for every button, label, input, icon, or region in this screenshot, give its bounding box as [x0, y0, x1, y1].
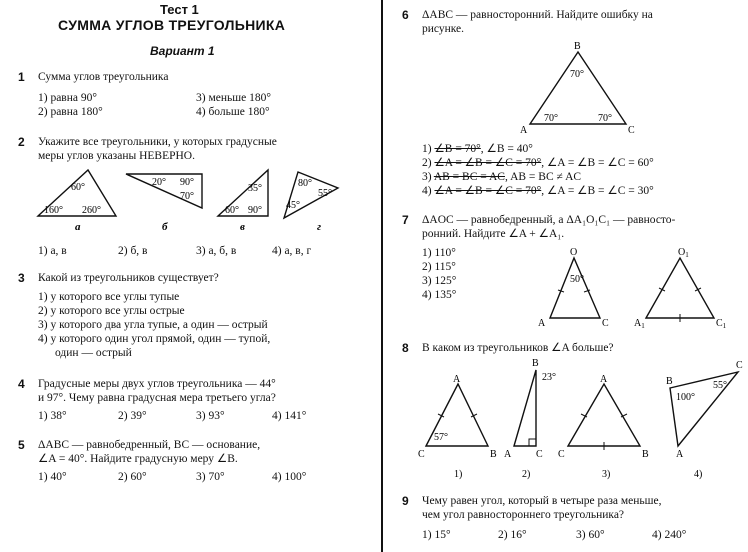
q5-option-2[interactable]: 2) 60°	[118, 471, 147, 483]
q8-3-vertex-b: B	[642, 449, 649, 460]
question-3-text: Какой из треугольников существует?	[38, 272, 219, 284]
question-5-text-1: ΔABC — равнобедренный, BC — основание,	[38, 439, 261, 451]
q6-option-1-rest: , ∠B = 40°	[480, 143, 533, 155]
q8-4-vertex-b: B	[666, 376, 673, 387]
q2-figures	[30, 164, 370, 236]
question-8-number: 8	[402, 341, 409, 355]
triangle-b-caption: б	[162, 221, 168, 233]
triangle-b-angle-3: 70°	[180, 191, 194, 202]
q6-triangle-figure	[516, 38, 636, 136]
q1-option-4[interactable]: 4) больше 180°	[196, 106, 270, 118]
triangle-b-angle-1: 20°	[152, 177, 166, 188]
q5-option-1[interactable]: 1) 40°	[38, 471, 67, 483]
triangle-g-caption: г	[317, 221, 322, 233]
test-number: Тест 1	[160, 2, 199, 17]
triangle-g-angle-1: 80°	[298, 178, 312, 189]
question-9-number: 9	[402, 494, 409, 508]
q8-2-caption: 2)	[522, 469, 531, 480]
question-1-text: Сумма углов треугольника	[38, 71, 169, 83]
question-8-text: В каком из треугольников ∠A больше?	[422, 342, 614, 354]
q7-option-4[interactable]: 4) 135°	[422, 289, 457, 301]
q7-option-3[interactable]: 3) 125°	[422, 275, 457, 287]
triangle-g-angle-3: 45°	[286, 200, 300, 211]
q4-option-3[interactable]: 3) 93°	[196, 410, 225, 422]
q3-option-4[interactable]: 4) у которого один угол прямой, один — тупой,	[38, 333, 271, 345]
q3-option-1[interactable]: 1) у которого все углы тупые	[38, 291, 180, 303]
q6-option-3-prefix: 3)	[422, 171, 434, 183]
q8-2-vertex-a: A	[504, 449, 512, 460]
q4-option-2[interactable]: 2) 39°	[118, 410, 147, 422]
q6-option-1-struck: ∠B = 70°	[434, 143, 481, 155]
q8-triangle-4	[670, 372, 738, 446]
question-3-number: 3	[18, 271, 25, 285]
q8-1-vertex-c: C	[418, 449, 425, 460]
q6-option-2-rest: , ∠A = ∠B = ∠C = 60°	[541, 157, 654, 169]
q5-option-4[interactable]: 4) 100°	[272, 471, 307, 483]
q2-option-1[interactable]: 1) а, в	[38, 245, 67, 257]
q8-4-vertex-c: C	[736, 360, 743, 371]
q7-option-1[interactable]: 1) 110°	[422, 247, 456, 259]
q8-3-vertex-c: C	[558, 449, 565, 460]
q6-option-4-struck: ∠A = ∠B = ∠C = 70°	[434, 185, 542, 197]
q8-2-vertex-c: C	[536, 449, 543, 460]
q8-3-caption: 3)	[602, 469, 611, 480]
q8-4-caption: 4)	[694, 469, 703, 480]
question-5-number: 5	[18, 438, 25, 452]
q8-1-vertex-b: B	[490, 449, 497, 460]
question-6-text-1: ΔABC — равносторонний. Найдите ошибку на	[422, 9, 653, 21]
q6-angle-b: 70°	[570, 69, 584, 80]
q3-option-3[interactable]: 3) у которого два угла тупые, а один — острый	[38, 319, 268, 331]
triangle-v-caption: в	[240, 221, 245, 233]
q7-vertex-c: C	[602, 318, 609, 329]
question-2-text-1: Укажите все треугольники, у которых градусные	[38, 136, 277, 148]
q9-option-4[interactable]: 4) 240°	[652, 529, 687, 541]
q6-angle-a: 70°	[544, 113, 558, 124]
question-6-text-2: рисунке.	[422, 23, 465, 35]
q6-vertex-a: A	[520, 125, 528, 136]
q6-option-4[interactable]	[422, 184, 654, 198]
triangle-g-angle-2: 55°	[318, 188, 332, 199]
q1-option-3[interactable]: 3) меньше 180°	[196, 92, 271, 104]
q7-vertex-c1: $C_1$	[716, 318, 727, 330]
q6-vertex-b: B	[574, 41, 581, 52]
triangle-v-angle-2: 60°	[225, 205, 239, 216]
triangle-v-angle-1: 35°	[248, 183, 262, 194]
question-7-text-1: ΔAOC — равнобедренный, а ΔA₁O₁C₁ — равносто-	[422, 214, 676, 226]
q8-2-angle: 23°	[542, 372, 556, 383]
q7-angle-o: 50°	[570, 274, 584, 285]
triangle-a-caption: а	[75, 221, 81, 233]
q8-1-caption: 1)	[454, 469, 463, 480]
question-7-text-2: ронний. Найдите ∠A + ∠A₁.	[422, 228, 565, 240]
triangle-b-angle-2: 90°	[180, 177, 194, 188]
q8-3-vertex-a: A	[600, 374, 608, 385]
q8-right-angle-mark	[529, 439, 536, 446]
q4-option-1[interactable]: 1) 38°	[38, 410, 67, 422]
triangle-a-angle-3: 260°	[82, 205, 101, 216]
q6-option-4-prefix: 4)	[422, 185, 435, 197]
question-5-text-2: ∠A = 40°. Найдите градусную меру ∠B.	[38, 453, 238, 465]
q3-option-2[interactable]: 2) у которого все углы острые	[38, 305, 185, 317]
q7-vertex-a1: $A_1$	[634, 318, 645, 330]
q8-1-vertex-a: A	[453, 374, 461, 385]
q3-option-4-cont: один — острый	[55, 347, 132, 359]
question-9-text-1: Чему равен угол, который в четыре раза меньше,	[422, 495, 662, 507]
question-1-number: 1	[18, 70, 25, 84]
q1-option-2[interactable]: 2) равна 180°	[38, 106, 103, 118]
question-6-number: 6	[402, 8, 409, 22]
q8-triangle-3	[568, 384, 640, 446]
q6-option-2-struck: ∠A = ∠B = ∠C = 70°	[434, 157, 542, 169]
q9-option-1[interactable]: 1) 15°	[422, 529, 451, 541]
q7-triangle-a1o1c1	[646, 258, 714, 318]
q6-option-3-rest: , AB = BC ≠ AC	[504, 171, 582, 183]
q7-vertex-o: O	[570, 247, 578, 258]
page-divider	[381, 0, 383, 552]
q8-4-angle-2: 55°	[713, 380, 727, 391]
q6-option-1[interactable]	[422, 142, 533, 156]
page-title: СУММА УГЛОВ ТРЕУГОЛЬНИКА	[58, 17, 286, 33]
q6-option-2[interactable]	[422, 156, 654, 170]
q6-option-3-struck: AB = BC = AC	[433, 171, 505, 183]
q6-angle-c: 70°	[598, 113, 612, 124]
q2-option-4[interactable]: 4) а, в, г	[272, 245, 312, 257]
q8-triangle-2	[514, 370, 536, 446]
q6-vertex-c: C	[628, 125, 635, 136]
question-4-text-1: Градусные меры двух углов треугольника — 44°	[38, 378, 276, 390]
q2-option-3[interactable]: 3) а, б, в	[196, 245, 237, 257]
q5-option-3[interactable]: 3) 70°	[196, 471, 225, 483]
q8-figures	[408, 356, 746, 484]
triangle-v-angle-3: 90°	[248, 205, 262, 216]
question-4-number: 4	[18, 377, 25, 391]
question-7-number: 7	[402, 213, 409, 227]
triangle-a-angle-1: 60°	[71, 182, 85, 193]
q7-vertex-o1: $O_1$	[678, 247, 689, 259]
q9-option-3[interactable]: 3) 60°	[576, 529, 605, 541]
question-2-number: 2	[18, 135, 25, 149]
q7-figures	[526, 246, 746, 332]
question-9-text-2: чем угол равностороннего треугольника?	[422, 509, 625, 521]
q8-1-angle: 57°	[434, 432, 448, 443]
question-2-text-2: меры углов указаны НЕВЕРНО.	[38, 150, 195, 162]
q6-option-3[interactable]	[422, 170, 581, 184]
q6-option-2-prefix: 2)	[422, 157, 435, 169]
q7-triangle-aoc	[550, 258, 600, 318]
q8-4-angle-1: 100°	[676, 392, 695, 403]
q2-option-2[interactable]: 2) б, в	[118, 245, 148, 257]
q6-option-4-rest: , ∠A = ∠B = ∠C = 30°	[541, 185, 654, 197]
q8-4-vertex-a: A	[676, 449, 684, 460]
triangle-a-angle-2: 160°	[44, 205, 63, 216]
q6-option-1-prefix: 1)	[422, 143, 435, 155]
q4-option-4[interactable]: 4) 141°	[272, 410, 307, 422]
q7-option-2[interactable]: 2) 115°	[422, 261, 456, 273]
q9-option-2[interactable]: 2) 16°	[498, 529, 527, 541]
q1-option-1[interactable]: 1) равна 90°	[38, 92, 97, 104]
question-4-text-2: и 97°. Чему равна градусная мера третьего угла?	[38, 392, 276, 404]
q7-vertex-a: A	[538, 318, 546, 329]
right-column	[386, 0, 748, 552]
q8-2-vertex-b: B	[532, 358, 539, 369]
variant-label: Вариант 1	[150, 44, 215, 58]
